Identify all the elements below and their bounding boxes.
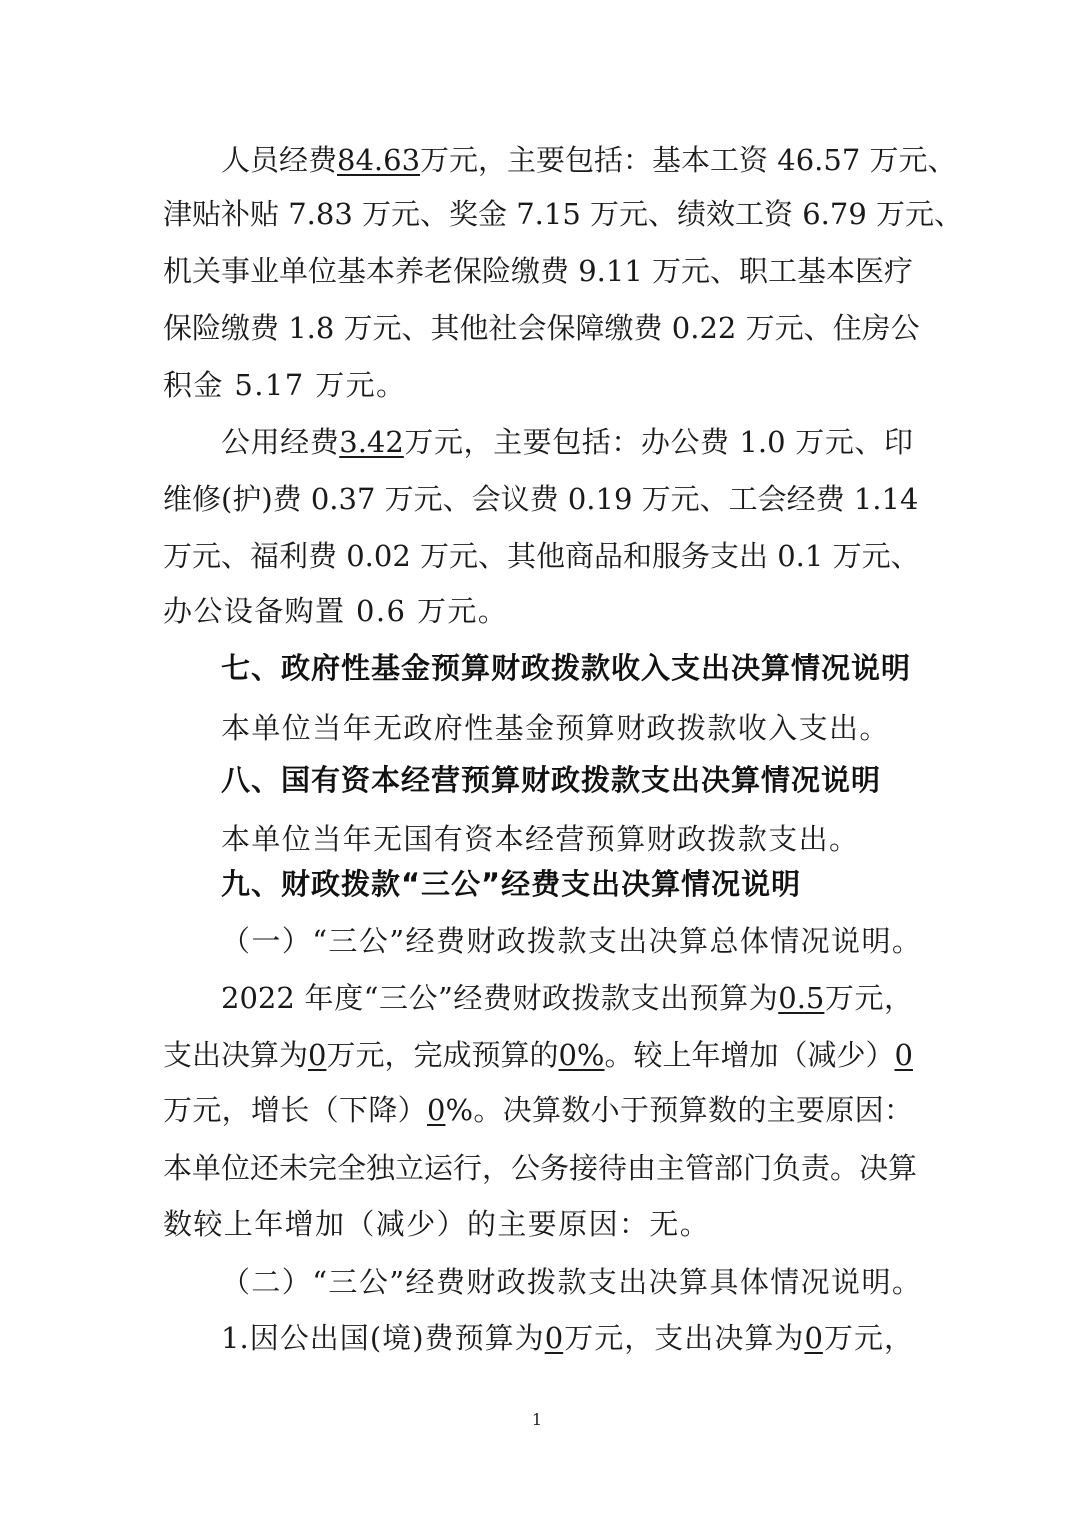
personnel-line-1: 人员经费84.63万元，主要包括：基本工资 46.57 万元、 (221, 143, 957, 177)
overall-actual: 0 (308, 1038, 327, 1072)
overall-line-4: 本单位还未完全独立运行，公务接待由主管部门负责。决算 (163, 1151, 918, 1185)
personnel-line-3: 机关事业单位基本养老保险缴费 9.11 万元、职工基本医疗 (163, 254, 914, 288)
section-9-heading: 九、财政拨款“三公”经费支出决算情况说明 (221, 867, 802, 901)
section-7-heading: 七、政府性基金预算财政拨款收入支出决算情况说明 (221, 651, 912, 685)
overall-line-3: 万元，增长（下降）0%。决算数小于预算数的主要原因： (163, 1093, 913, 1127)
overall-budget: 0.5 (778, 981, 825, 1015)
public-line-3: 万元、福利费 0.02 万元、其他商品和服务支出 0.1 万元、 (163, 539, 920, 573)
personnel-line-2: 津贴补贴 7.83 万元、奖金 7.15 万元、绩效工资 6.79 万元、 (163, 197, 964, 231)
overall-rate: 0% (558, 1038, 605, 1072)
travel-line: 1.因公出国(境)费预算为0万元，支出决算为0万元， (221, 1321, 913, 1355)
travel-actual: 0 (804, 1321, 823, 1355)
public-line-1: 公用经费3.42万元，主要包括：办公费 1.0 万元、印 (221, 425, 913, 459)
section-7-body: 本单位当年无政府性基金预算财政拨款收入支出。 (221, 711, 890, 745)
personnel-line-4: 保险缴费 1.8 万元、其他社会保障缴费 0.22 万元、住房公 (163, 311, 920, 345)
overall-line-1: 2022 年度“三公”经费财政拨款支出预算为0.5万元， (221, 981, 913, 1015)
public-line-2: 维修(护)费 0.37 万元、会议费 0.19 万元、工会经费 1.14 (163, 482, 919, 516)
overall-line-5: 数较上年增加（减少）的主要原因：无。 (163, 1207, 711, 1241)
section-8-body: 本单位当年无国有资本经营预算财政拨款支出。 (221, 822, 860, 856)
section-9-sub-2: （二）“三公”经费财政拨款支出决算具体情况说明。 (221, 1265, 923, 1299)
overall-line-2: 支出决算为0万元，完成预算的0%。较上年增加（减少）0 (163, 1038, 913, 1072)
personnel-amount: 84.63 (337, 143, 421, 177)
public-amount: 3.42 (339, 425, 404, 459)
overall-pct: 0 (427, 1093, 446, 1127)
overall-change: 0 (894, 1038, 913, 1072)
travel-budget: 0 (544, 1321, 564, 1355)
page-number: 1 (531, 1410, 543, 1429)
public-line-4: 办公设备购置 0.6 万元。 (163, 594, 509, 628)
personnel-line-5: 积金 5.17 万元。 (163, 368, 407, 402)
section-9-sub-1: （一）“三公”经费财政拨款支出决算总体情况说明。 (221, 924, 923, 958)
section-8-heading: 八、国有资本经营预算财政拨款支出决算情况说明 (221, 763, 882, 797)
